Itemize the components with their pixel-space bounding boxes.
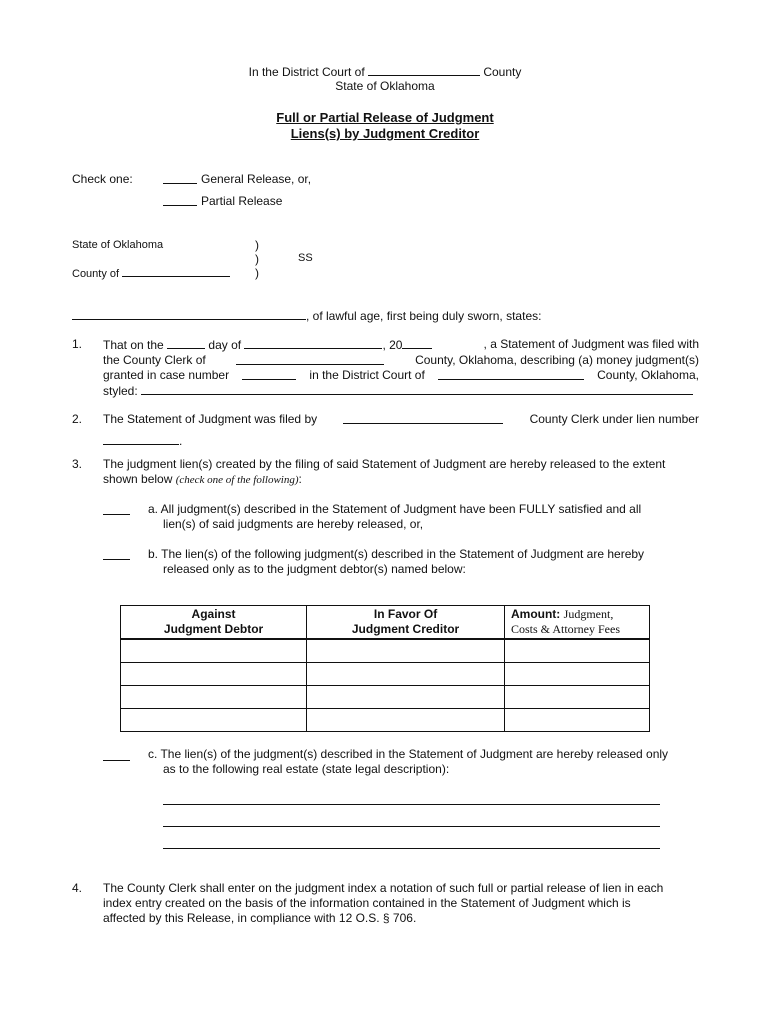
filed-by-blank[interactable] xyxy=(343,412,503,424)
item-2-lien-number-label: County Clerk under lien number xyxy=(529,412,699,426)
item-1-text xyxy=(103,337,699,399)
legal-description-line-3[interactable] xyxy=(163,848,660,849)
option-b-line-1: b. The lien(s) of the following judgment(s) described in the Statement of Judgment are hereby xyxy=(148,547,645,561)
judgment-table-header xyxy=(121,606,650,640)
court-header-line xyxy=(0,64,770,79)
item-1-district-court-of: in the District Court of xyxy=(309,368,425,382)
option-b-line-2: released only as to the judgment debtor(s) named below: xyxy=(163,562,466,576)
table-row xyxy=(121,663,650,686)
venue-paren-2: ) xyxy=(255,252,259,266)
lien-number-blank[interactable] xyxy=(103,433,179,445)
creditor-cell[interactable] xyxy=(307,663,505,686)
legal-description-line-2[interactable] xyxy=(163,826,660,827)
creditor-cell[interactable] xyxy=(307,686,505,709)
amount-cell[interactable] xyxy=(504,686,649,709)
form-title-line2: Liens(s) by Judgment Creditor xyxy=(290,126,480,141)
court-prefix: In the District Court of xyxy=(248,65,365,79)
col-against-debtor xyxy=(121,606,307,640)
item-1-county-clerk-of: the County Clerk of xyxy=(103,353,206,367)
clerk-county-blank[interactable] xyxy=(236,353,384,365)
col-debtor-label: Judgment Debtor xyxy=(163,622,264,636)
item-2-number: 2. xyxy=(72,412,83,426)
case-number-blank[interactable] xyxy=(242,368,296,380)
option-b-text xyxy=(148,547,698,577)
col-amount xyxy=(504,606,649,640)
item-1-county-oklahoma: County, Oklahoma, xyxy=(597,368,699,382)
month-blank[interactable] xyxy=(244,337,382,349)
item-3-line-2 xyxy=(103,472,699,488)
general-release-label: General Release, or, xyxy=(201,172,312,186)
item-1-year-prefix: , 20 xyxy=(382,338,403,352)
item-1-number: 1. xyxy=(72,337,83,351)
col-amount-judgment: Judgment, xyxy=(563,607,614,621)
debtor-cell[interactable] xyxy=(121,709,307,732)
item-1-that-on: That on the xyxy=(103,338,164,352)
item-2-line-1 xyxy=(103,412,699,427)
option-c-text xyxy=(148,747,698,777)
option-a-text xyxy=(148,502,698,532)
col-amount-label: Amount: xyxy=(510,607,561,621)
state-line: State of Oklahoma xyxy=(335,79,435,93)
affiant-line xyxy=(72,308,541,323)
partial-release-checkbox[interactable] xyxy=(163,194,197,206)
debtor-cell[interactable] xyxy=(121,639,307,663)
item-2-period: . xyxy=(179,434,183,448)
styled-blank[interactable] xyxy=(141,383,693,395)
item-2-filed-by: The Statement of Judgment was filed by xyxy=(103,412,318,426)
venue-county-blank[interactable] xyxy=(122,265,230,277)
item-3-number: 3. xyxy=(72,457,83,471)
general-release-checkbox[interactable] xyxy=(163,172,197,184)
affiant-name-blank[interactable] xyxy=(72,308,306,320)
venue-paren-1: ) xyxy=(255,238,259,252)
district-court-county-blank[interactable] xyxy=(438,368,584,380)
venue-county-label: County of xyxy=(72,268,120,280)
item-4-text xyxy=(103,881,699,926)
amount-cell[interactable] xyxy=(504,663,649,686)
col-amount-costs: Costs & Attorney Fees xyxy=(510,622,620,636)
creditor-cell[interactable] xyxy=(307,639,505,663)
court-suffix: County xyxy=(483,65,522,79)
year-blank[interactable] xyxy=(402,337,432,349)
option-a-line-2: lien(s) of said judgments are hereby released, or, xyxy=(163,517,424,531)
amount-cell[interactable] xyxy=(504,639,649,663)
item-3-shown-below: shown below xyxy=(103,472,173,486)
check-one-label: Check one: xyxy=(72,172,133,186)
item-1-line-2 xyxy=(103,353,699,368)
item-3-text xyxy=(103,457,699,488)
table-row xyxy=(121,639,650,663)
col-in-favor-label: In Favor Of xyxy=(373,607,438,621)
option-c-line-1: c. The lien(s) of the judgment(s) described in the Statement of Judgment are hereby released only xyxy=(148,747,669,761)
item-1-line-4 xyxy=(103,383,699,399)
item-1-line-3 xyxy=(103,368,699,383)
option-a-line-1: a. All judgment(s) described in the Statement of Judgment have been FULLY satisfied and all xyxy=(148,502,642,516)
item-3-colon: : xyxy=(298,472,302,486)
form-title-line1: Full or Partial Release of Judgment xyxy=(276,110,494,125)
col-against-label: Against xyxy=(191,607,236,621)
item-4-line-2: index entry created on the basis of the information contained in the Statement of Judgment which is xyxy=(103,896,631,910)
item-3-line-1: The judgment lien(s) created by the filing of said Statement of Judgment are hereby released to the extent xyxy=(103,457,666,471)
item-1-styled: styled: xyxy=(103,384,138,398)
debtor-cell[interactable] xyxy=(121,663,307,686)
affiant-text: , of lawful age, first being duly sworn, states: xyxy=(306,309,542,323)
item-1-day-of: day of xyxy=(208,338,242,352)
venue-state: State of Oklahoma xyxy=(72,239,164,251)
col-creditor-label: Judgment Creditor xyxy=(351,622,460,636)
creditor-cell[interactable] xyxy=(307,709,505,732)
legal-description-line-1[interactable] xyxy=(163,804,660,805)
item-1-describing: County, Oklahoma, describing (a) money judgment(s) xyxy=(415,353,699,367)
table-row xyxy=(121,686,650,709)
debtor-cell[interactable] xyxy=(121,686,307,709)
item-4-line-1: The County Clerk shall enter on the judgment index a notation of such full or partial release of lien in each xyxy=(103,881,664,895)
item-4-line-3: affected by this Release, in compliance with 12 O.S. § 706. xyxy=(103,911,417,925)
court-county-blank[interactable] xyxy=(368,64,480,76)
option-c-checkbox[interactable] xyxy=(103,749,130,761)
amount-cell[interactable] xyxy=(504,709,649,732)
option-a-checkbox[interactable] xyxy=(103,503,130,515)
day-blank[interactable] xyxy=(167,337,205,349)
item-4-number: 4. xyxy=(72,881,83,895)
item-2-text xyxy=(103,412,699,449)
table-row xyxy=(121,709,650,732)
option-c-line-2: as to the following real estate (state legal description): xyxy=(163,762,450,776)
venue-county-line xyxy=(72,265,230,280)
option-b-checkbox[interactable] xyxy=(103,548,130,560)
item-2-line-2 xyxy=(103,433,699,449)
item-1-filed-with: , a Statement of Judgment was filed with xyxy=(483,337,699,351)
col-in-favor-creditor xyxy=(307,606,505,640)
partial-release-label: Partial Release xyxy=(201,194,283,208)
venue-paren-3: ) xyxy=(255,266,259,280)
judgment-table xyxy=(120,605,650,732)
item-1-case-number-label: granted in case number xyxy=(103,368,230,382)
item-3-check-one-note: (check one of the following) xyxy=(175,474,299,486)
venue-ss: SS xyxy=(298,252,313,264)
item-1-line-1 xyxy=(103,337,699,353)
